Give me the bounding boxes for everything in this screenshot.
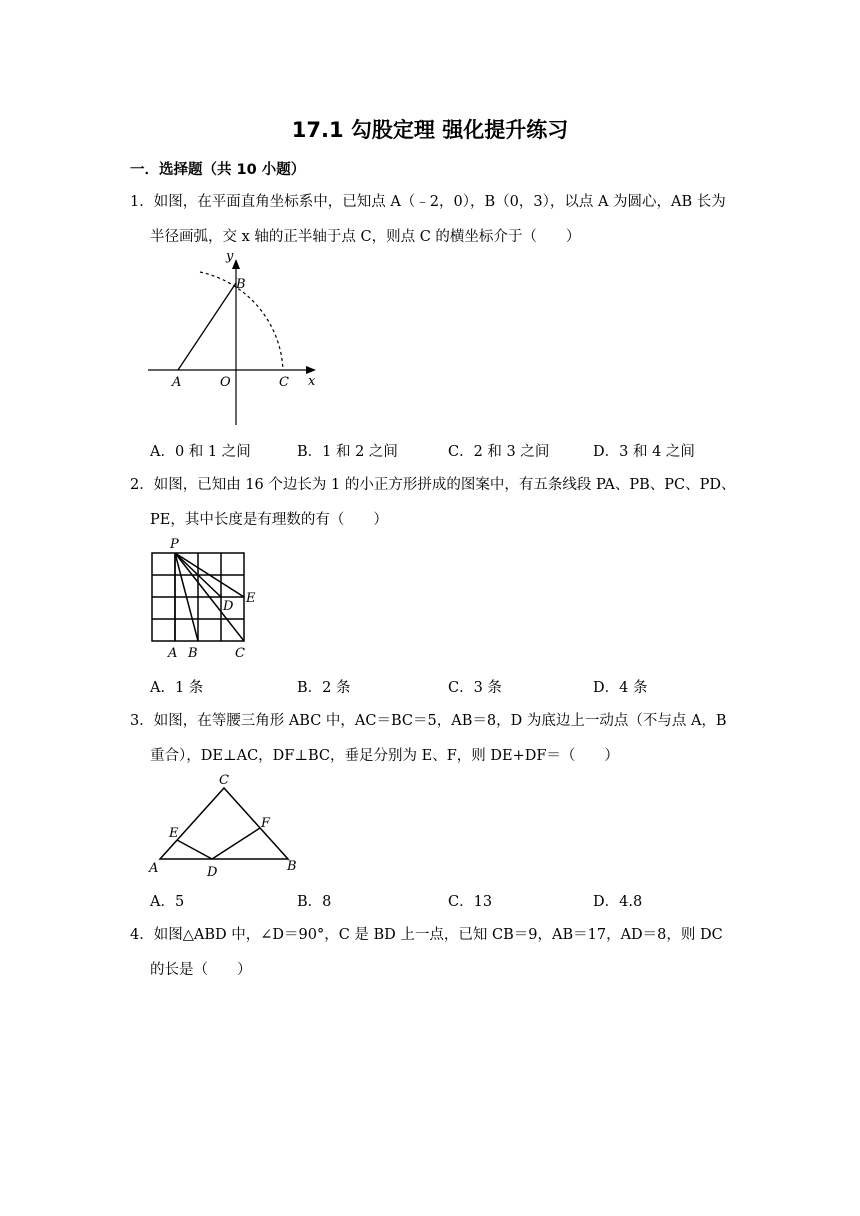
q1-label-o: O	[220, 375, 231, 390]
q3-text-line2: 重合），DE⊥AC，DF⊥BC，垂足分别为 E、F，则 DE+DF＝（ ）	[150, 748, 619, 764]
q3-segment-df	[212, 828, 260, 859]
q2-label-d: D	[223, 599, 234, 614]
q4-text-line2: 的长是（ ）	[150, 962, 252, 978]
q2-text-line2: PE，其中长度是有理数的有（ ）	[150, 512, 388, 528]
q1-option-c: C．2 和 3 之间	[448, 444, 550, 460]
q2-figure	[142, 534, 267, 664]
q1-label-x: x	[308, 374, 316, 389]
q1-text-line1: 1．如图，在平面直角坐标系中，已知点 A（﹣2，0），B（0，3），以点 A 为圆心，AB 长为	[130, 194, 726, 210]
q2-option-a: A．1 条	[150, 680, 204, 696]
q1-option-d: D．3 和 4 之间	[593, 444, 695, 460]
q2-label-b: B	[188, 646, 198, 661]
q3-figure	[140, 768, 310, 883]
q2-option-b: B．2 条	[297, 680, 351, 696]
q2-label-a: A	[168, 646, 178, 661]
q3-option-d: D．4.8	[593, 894, 643, 910]
q2-label-c: C	[235, 646, 245, 661]
q3-text-line1: 3．如图，在等腰三角形 ABC 中，AC＝BC＝5，AB＝8，D 为底边上一动点（不与点 A，B	[130, 713, 727, 729]
q1-label-y: y	[226, 249, 234, 264]
q3-segment-de	[177, 840, 212, 859]
q3-label-a: A	[149, 861, 159, 876]
q1-label-b: B	[236, 277, 246, 292]
q3-label-e: E	[169, 826, 179, 841]
q3-option-b: B．8	[297, 894, 332, 910]
section-heading: 一．选择题（共 10 小题）	[130, 162, 306, 178]
q2-grid	[152, 553, 244, 641]
q1-label-a: A	[172, 375, 182, 390]
q1-figure	[140, 245, 330, 430]
q2-option-d: D．4 条	[593, 680, 648, 696]
q3-label-d: D	[207, 865, 218, 880]
q2-text-line1: 2．如图，已知由 16 个边长为 1 的小正方形拼成的图案中，有五条线段 PA、PB、PC、PD、	[130, 477, 736, 493]
q3-option-c: C．13	[448, 894, 493, 910]
q4-text-line1: 4．如图△ABD 中，∠D＝90°，C 是 BD 上一点，已知 CB＝9，AB＝17，AD＝8，则 DC	[130, 927, 723, 943]
q3-label-c: C	[219, 773, 229, 788]
q1-text-line2: 半径画弧，交 x 轴的正半轴于点 C，则点 C 的横坐标介于（ ）	[150, 229, 581, 245]
q1-option-b: B．1 和 2 之间	[297, 444, 398, 460]
q3-label-f: F	[261, 816, 271, 831]
q2-label-p: P	[170, 537, 179, 552]
q2-option-c: C．3 条	[448, 680, 502, 696]
q3-label-b: B	[287, 859, 297, 874]
q1-label-c: C	[279, 375, 289, 390]
q1-option-a: A．0 和 1 之间	[150, 444, 251, 460]
page-title: 17.1 勾股定理 强化提升练习	[291, 118, 569, 142]
q2-label-e: E	[246, 591, 256, 606]
q1-segment-ab	[178, 283, 236, 370]
q1-x-arrow-icon	[306, 366, 316, 374]
q3-option-a: A．5	[150, 894, 185, 910]
